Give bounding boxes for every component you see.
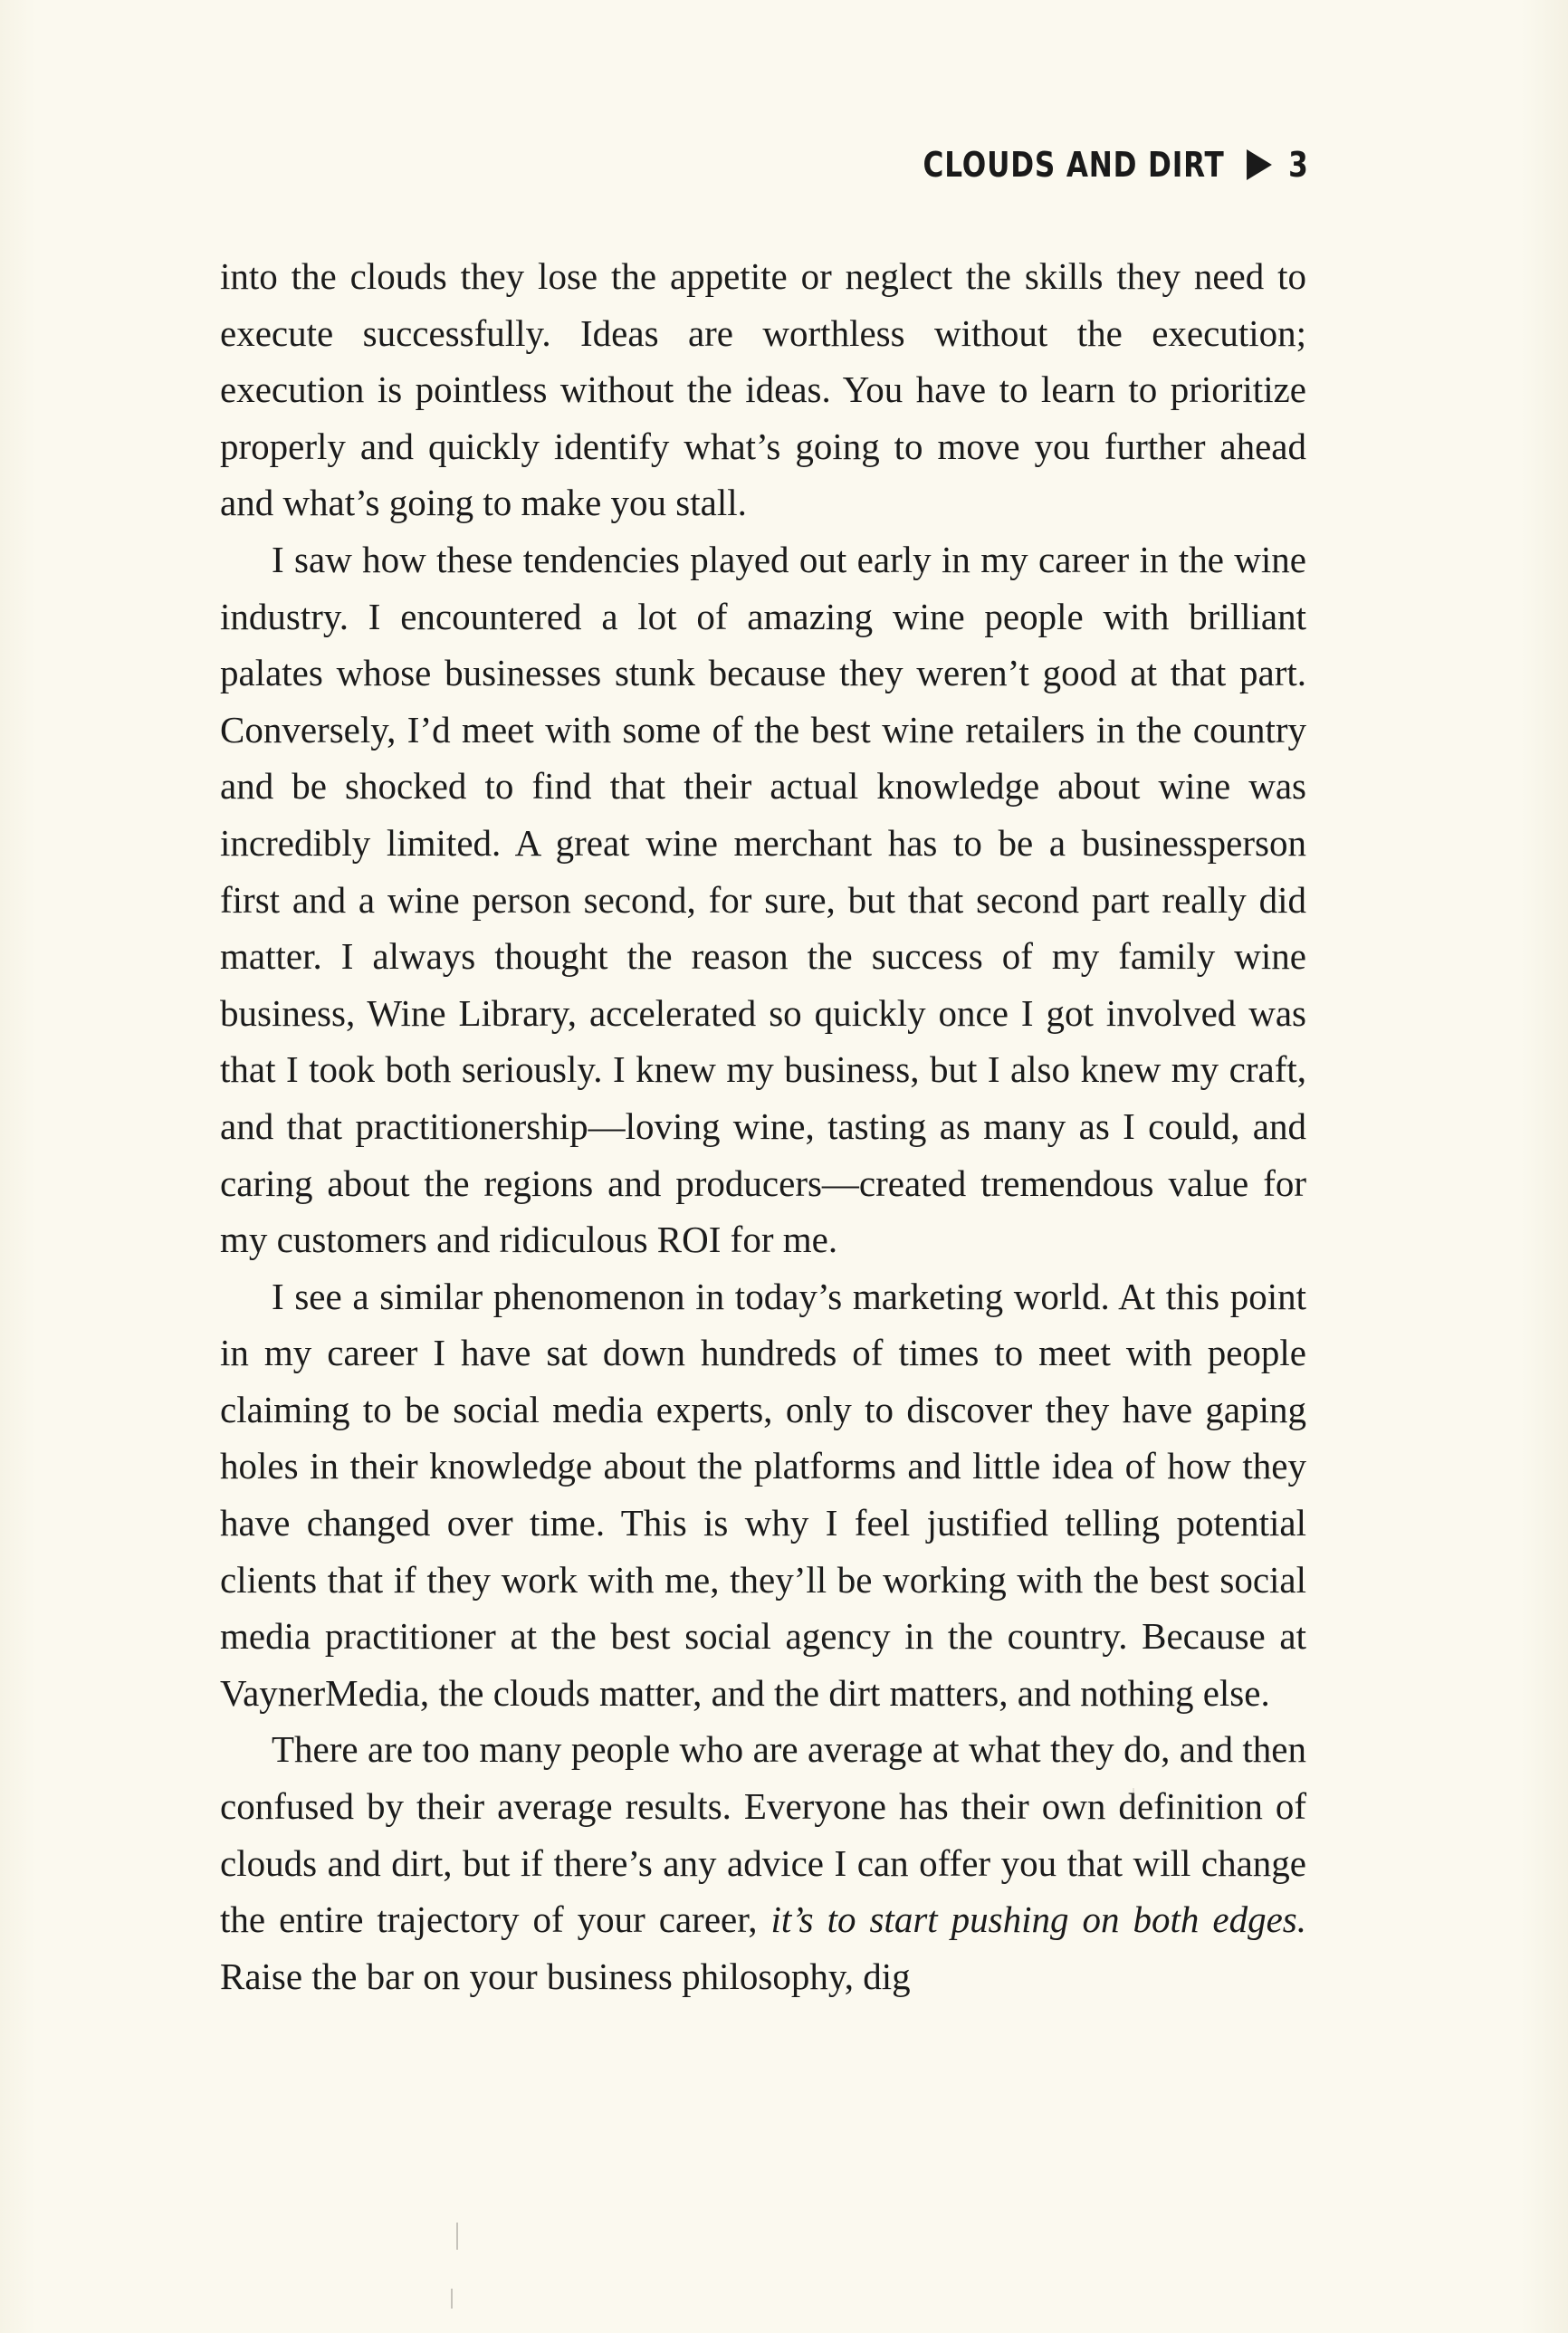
paragraph-4-emphasis: it’s to start pushing on both edges. [770,1898,1306,1941]
paragraph-3: I see a similar phenomenon in today’s marketing world. At this point in my career I have sat down hundreds of times to meet with people claiming to be social media experts, only to discover they have gaping holes in their knowledge about the platforms and little idea of how they have changed over time. This is why I feel justified telling potential clients that if they work with me, they’ll be working with the best social media practitioner at the best social agency in the country. Because at VaynerMedia, the clouds matter, and the dirt matters, and nothing else. [220,1275,1306,1714]
scan-mark [1133,1788,1134,1815]
paragraph-4-text: There are too many people who are average at what they do, and then confused by their average results. Everyone has their own definition of clouds and dirt, but if there’s any advice I can offer you that will change the entire trajectory of your career, [220,1728,1306,1941]
running-title: CLOUDS AND DIRT [923,145,1225,185]
scan-mark [451,2289,453,2309]
paragraph-1: into the clouds they lose the appetite or neglect the skills they need to execute successfully. Ideas are worthless without the execution; execution is pointless without the ideas. You have to learn to prioritize properly and quickly identify what’s going to move you further ahead and what’s going to make you stall. [220,255,1306,524]
paragraph-4-text-end: Raise the bar on your business philosophy, dig [220,1955,911,1997]
scan-mark [456,2223,458,2250]
running-head [923,145,1309,185]
page-number: 3 [1288,145,1309,185]
paragraph-4 [220,1721,1306,2004]
paragraph-2: I saw how these tendencies played out early in my career in the wine industry. I encountered a lot of amazing wine people with brilliant palates whose businesses stunk because they weren’t good at that part. Conversely, I’d meet with some of the best wine retailers in the country and be shocked to find that their actual knowledge about wine was incredibly limited. A great wine merchant has to be a businessperson first and a wine person second, for sure, but that second part really did matter. I always thought the reason the success of my family wine business, Wine Library, accelerated so quickly once I got involved was that I took both seriously. I knew my business, but I also knew my craft, and that practitionership—loving wine, tasting as many as I could, and caring about the regions and producers—created tremendous value for my customers and ridiculous ROI for me. [220,538,1306,1261]
body-text [220,248,1306,2004]
right-triangle-icon [1248,149,1273,180]
